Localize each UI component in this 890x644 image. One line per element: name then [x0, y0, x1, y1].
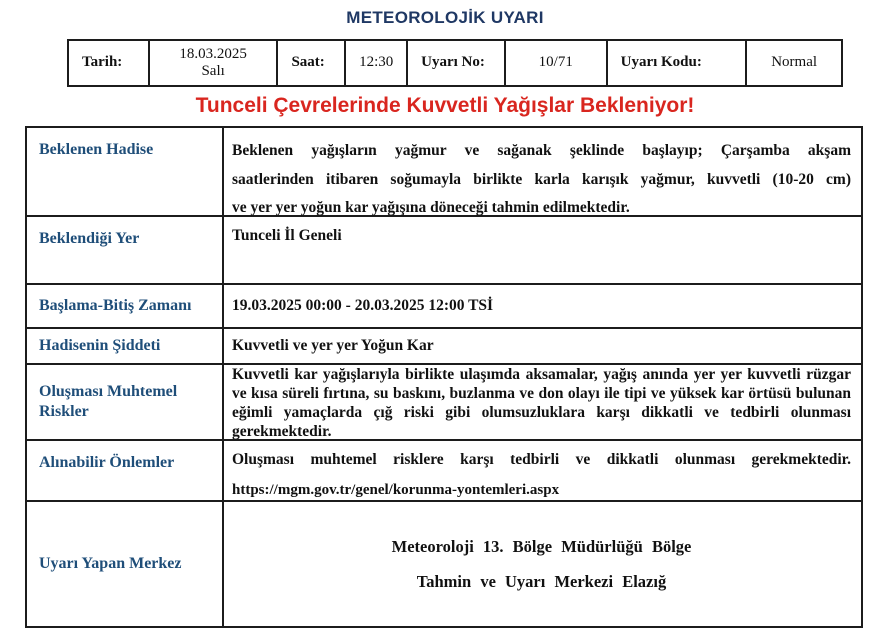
row-value-event-severity — [224, 329, 861, 363]
row-label-expected-event: Beklenen Hadise — [27, 128, 224, 215]
row-value-possible-risks — [224, 365, 861, 439]
table-row-possible-risks — [27, 365, 861, 441]
alert-headline: Tunceli Çevrelerinde Kuvvetli Yağışlar Bekleniyor! — [195, 94, 695, 117]
possible-risks-line: Kuvvetli kar yağışlarıyla birlikte ulaşımda aksamalar, yağış anında yer yer kuvvetli rüzgar — [232, 366, 851, 383]
table-row-expected-location — [27, 217, 861, 285]
expected-event-line: Beklenen yağışların yağmur ve sağanak şeklinde başlayıp; Çarşamba akşam — [232, 142, 851, 159]
table-row-event-severity — [27, 329, 861, 365]
issuing-center-line2: Tahmin ve Uyarı Merkezi Elazığ — [416, 571, 667, 591]
page-title: METEOROLOJİK UYARI — [346, 8, 544, 27]
date-value — [150, 41, 279, 85]
date-value-date: 18.03.2025 — [179, 45, 247, 62]
table-row-start-end-time — [27, 285, 861, 329]
row-label-event-severity: Hadisenin Şiddeti — [27, 329, 224, 363]
date-label: Tarih: — [69, 41, 150, 85]
expected-event-line: saatlerinden itibaren soğumayla birlikte karla karışık yağmur, kuvvetli (10-20 cm) — [232, 170, 851, 188]
warning-number-value: 10/71 — [506, 41, 608, 85]
row-value-expected-location — [224, 217, 861, 283]
time-label: Saat: — [278, 41, 346, 85]
possible-risks-line: ve kısa süreli fırtına, su baskını, buzlanma ve don olayı ile tipi ve yüksek kar örtüsü bulunan — [232, 385, 851, 402]
row-value-start-end-time — [224, 285, 861, 327]
warning-detail-table — [25, 126, 863, 628]
row-label-precautions: Alınabilir Önlemler — [27, 441, 224, 500]
table-row-expected-event — [27, 128, 861, 217]
row-value-issuing-center — [224, 502, 861, 626]
row-value-expected-event — [224, 128, 861, 215]
issuing-center-line1: Meteoroloji 13. Bölge Müdürlüğü Bölge — [391, 536, 692, 556]
expected-location-text: Tunceli İl Geneli — [232, 227, 342, 244]
info-bar — [67, 39, 843, 87]
row-value-precautions — [224, 441, 861, 500]
row-label-possible-risks: Oluşması Muhtemel Riskler — [27, 365, 224, 439]
warning-code-label: Uyarı Kodu: — [608, 41, 748, 85]
possible-risks-line: eğimli yamaçlarda çığ riski gibi olumsuzluklara karşı dikkatli ve tedbirli olunması — [232, 404, 851, 421]
possible-risks-line: gerekmektedir. — [232, 423, 332, 440]
expected-event-line: ve yer yer yoğun kar yağışına döneceği tahmin edilmektedir. — [232, 199, 630, 216]
time-value: 12:30 — [346, 41, 408, 85]
row-label-start-end-time: Başlama-Bitiş Zamanı — [27, 285, 224, 327]
warning-number-label: Uyarı No: — [408, 41, 506, 85]
table-row-precautions — [27, 441, 861, 502]
precautions-url-link[interactable]: https://mgm.gov.tr/genel/korunma-yontemleri.aspx — [232, 482, 560, 498]
start-end-time-text: 19.03.2025 00:00 - 20.03.2025 12:00 TSİ — [232, 297, 494, 314]
precautions-text: Oluşması muhtemel risklere karşı tedbirli ve dikkatli olunması gerekmektedir. — [232, 451, 851, 468]
date-value-day: Salı — [201, 63, 225, 79]
row-label-issuing-center: Uyarı Yapan Merkez — [27, 502, 224, 626]
event-severity-text: Kuvvetli ve yer yer Yoğun Kar — [232, 337, 434, 354]
warning-code-value: Normal — [771, 54, 818, 71]
table-row-issuing-center — [27, 502, 861, 626]
row-label-expected-location: Beklendiği Yer — [27, 217, 224, 283]
